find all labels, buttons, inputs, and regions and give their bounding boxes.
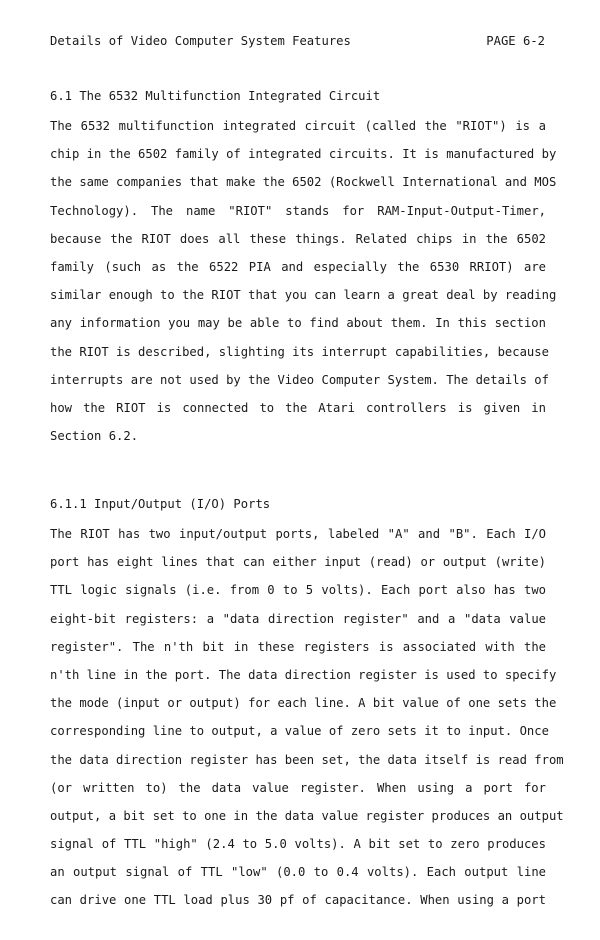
paragraph-line: (or written to) the data value register. When using a port for [50, 780, 546, 795]
paragraph-line: output, a bit set to one in the data value register produces an output [50, 808, 564, 823]
paragraph-line: interrupts are not used by the Video Computer System. The details of [50, 372, 549, 387]
section-paragraph [50, 520, 564, 915]
paragraph-line: the data direction register has been set, the data itself is read from [50, 752, 564, 767]
paragraph-line: similar enough to the RIOT that you can learn a great deal by reading [50, 288, 557, 303]
paragraph-line: Section 6.2. [50, 429, 139, 444]
section-6-1-1 [50, 494, 564, 915]
paragraph-line: port has eight lines that can either input (read) or output (write) [50, 555, 546, 570]
page-number: PAGE 6-2 [486, 34, 545, 48]
paragraph-line: family (such as the 6522 PIA and especially the 6530 RRIOT) are [50, 259, 546, 274]
section-6-1 [50, 86, 557, 450]
paragraph-line: signal of TTL "high" (2.4 to 5.0 volts). A bit set to zero produces [50, 837, 546, 852]
paragraph-line: n'th line in the port. The data direction register is used to specify [50, 667, 557, 682]
paragraph-line: TTL logic signals (i.e. from 0 to 5 volts). Each port also has two [50, 583, 546, 598]
section-paragraph [50, 112, 557, 450]
paragraph-line: the same companies that make the 6502 (Rockwell International and MOS [50, 175, 557, 190]
paragraph-line: any information you may be able to find about them. In this section [50, 316, 546, 331]
paragraph-line: because the RIOT does all these things. Related chips in the 6502 [50, 231, 546, 246]
paragraph-line: the RIOT is described, slighting its interrupt capabilities, because [50, 344, 549, 359]
page-header [50, 31, 545, 51]
paragraph-line: chip in the 6502 family of integrated circuits. It is manufactured by [50, 147, 557, 162]
paragraph-line: the mode (input or output) for each line. A bit value of one sets the [50, 696, 557, 711]
running-title: Details of Video Computer System Features [50, 34, 351, 48]
paragraph-line: corresponding line to output, a value of zero sets it to input. Once [50, 724, 549, 739]
subsection-heading: 6.1.1 Input/Output (I/O) Ports [50, 497, 271, 511]
paragraph-line: register". The n'th bit in these registers is associated with the [50, 639, 546, 654]
paragraph-line: The RIOT has two input/output ports, labeled "A" and "B". Each I/O [50, 527, 546, 541]
paragraph-line: can drive one TTL load plus 30 pf of capacitance. When using a port [50, 893, 546, 908]
paragraph-line: Technology). The name "RIOT" stands for RAM-Input-Output-Timer, [50, 203, 546, 218]
paragraph-line: The 6532 multifunction integrated circuit (called the "RIOT") is a [50, 119, 546, 133]
section-heading: 6.1 The 6532 Multifunction Integrated Circuit [50, 89, 381, 103]
paragraph-line: eight-bit registers: a "data direction register" and a "data value [50, 611, 546, 626]
paragraph-line: how the RIOT is connected to the Atari controllers is given in [50, 400, 546, 415]
paragraph-line: an output signal of TTL "low" (0.0 to 0.4 volts). Each output line [50, 865, 546, 880]
